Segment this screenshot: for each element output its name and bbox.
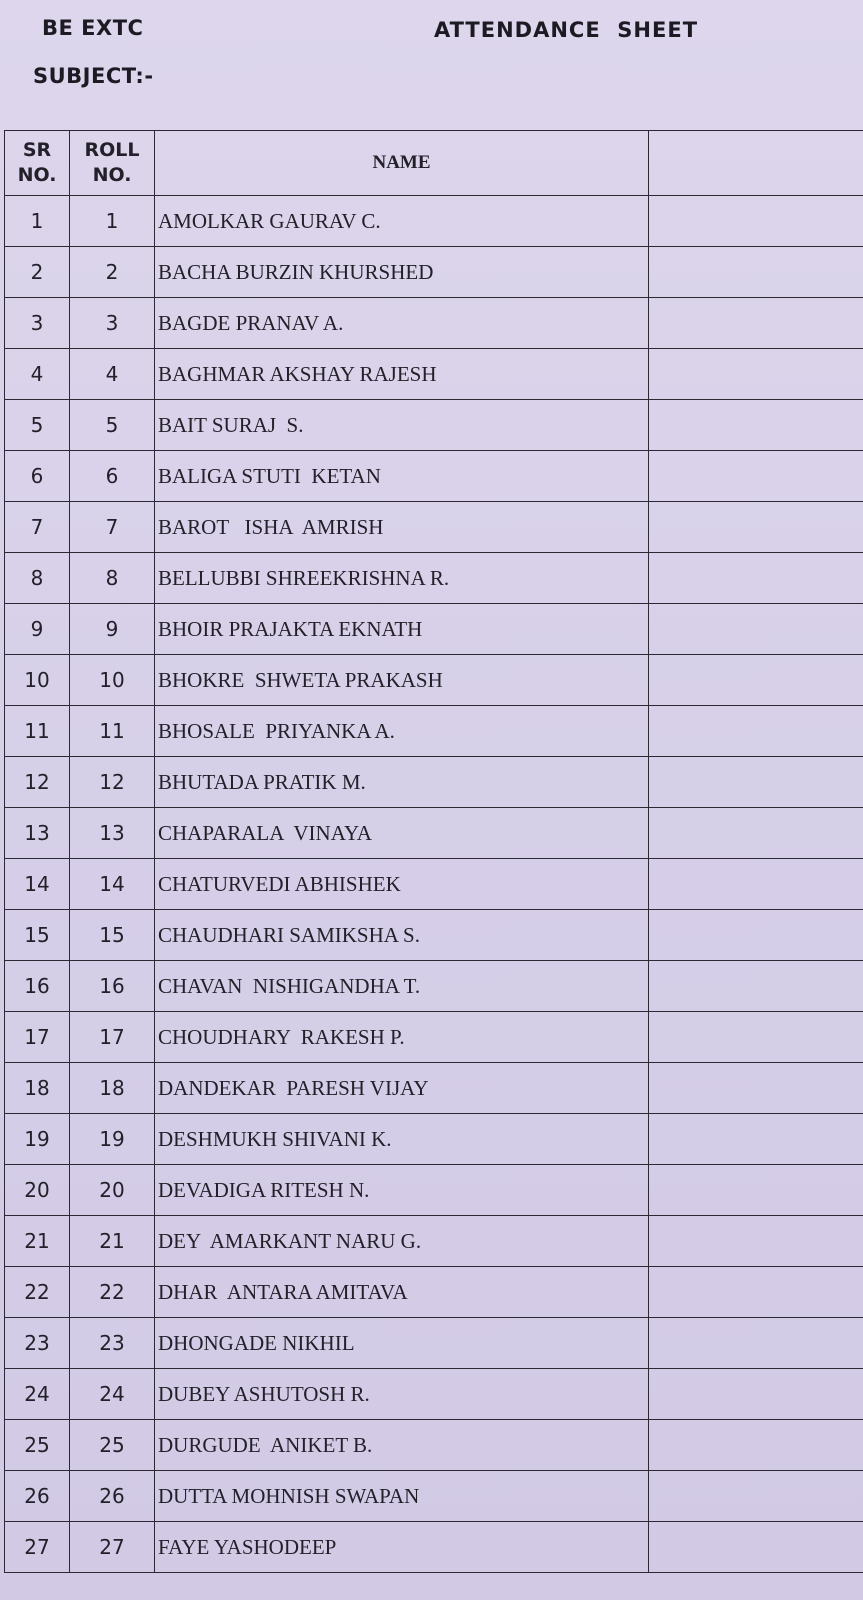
sr-no-cell: 17 bbox=[5, 1012, 70, 1063]
sr-no-cell: 21 bbox=[5, 1216, 70, 1267]
sr-no-cell: 2 bbox=[5, 247, 70, 298]
attendance-mark-cell[interactable] bbox=[649, 1471, 863, 1522]
roll-no-cell: 9 bbox=[70, 604, 155, 655]
table-row bbox=[5, 298, 863, 349]
sr-no-cell: 12 bbox=[5, 757, 70, 808]
roll-no-cell: 3 bbox=[70, 298, 155, 349]
student-name-cell: BHOIR PRAJAKTA EKNATH bbox=[155, 604, 649, 655]
attendance-mark-cell[interactable] bbox=[649, 757, 863, 808]
attendance-mark-cell[interactable] bbox=[649, 808, 863, 859]
student-name-cell: DURGUDE ANIKET B. bbox=[155, 1420, 649, 1471]
roll-no-cell: 22 bbox=[70, 1267, 155, 1318]
table-row bbox=[5, 706, 863, 757]
sr-no-cell: 11 bbox=[5, 706, 70, 757]
roll-no-cell: 10 bbox=[70, 655, 155, 706]
roll-no-cell: 16 bbox=[70, 961, 155, 1012]
roll-no-cell: 11 bbox=[70, 706, 155, 757]
table-row bbox=[5, 502, 863, 553]
table-row bbox=[5, 1318, 863, 1369]
table-row bbox=[5, 349, 863, 400]
attendance-mark-cell[interactable] bbox=[649, 604, 863, 655]
table-row bbox=[5, 1165, 863, 1216]
attendance-mark-cell[interactable] bbox=[649, 1012, 863, 1063]
roll-no-cell: 7 bbox=[70, 502, 155, 553]
student-name-cell: DESHMUKH SHIVANI K. bbox=[155, 1114, 649, 1165]
table-row bbox=[5, 961, 863, 1012]
table-row bbox=[5, 247, 863, 298]
student-name-cell: DUTTA MOHNISH SWAPAN bbox=[155, 1471, 649, 1522]
sr-no-cell: 7 bbox=[5, 502, 70, 553]
student-name-cell: CHAVAN NISHIGANDHA T. bbox=[155, 961, 649, 1012]
sr-no-cell: 1 bbox=[5, 196, 70, 247]
roll-no-cell: 24 bbox=[70, 1369, 155, 1420]
attendance-mark-cell[interactable] bbox=[649, 706, 863, 757]
sr-no-cell: 19 bbox=[5, 1114, 70, 1165]
attendance-mark-cell[interactable] bbox=[649, 1267, 863, 1318]
attendance-mark-cell[interactable] bbox=[649, 1522, 863, 1573]
column-header-sr-line1: SR bbox=[22, 139, 52, 161]
student-name-cell: CHATURVEDI ABHISHEK bbox=[155, 859, 649, 910]
sr-no-cell: 13 bbox=[5, 808, 70, 859]
roll-no-cell: 17 bbox=[70, 1012, 155, 1063]
attendance-mark-cell[interactable] bbox=[649, 1369, 863, 1420]
student-name-cell: DUBEY ASHUTOSH R. bbox=[155, 1369, 649, 1420]
sr-no-cell: 25 bbox=[5, 1420, 70, 1471]
sr-no-cell: 8 bbox=[5, 553, 70, 604]
roll-no-cell: 25 bbox=[70, 1420, 155, 1471]
attendance-mark-cell[interactable] bbox=[649, 502, 863, 553]
table-row bbox=[5, 400, 863, 451]
sr-no-cell: 6 bbox=[5, 451, 70, 502]
attendance-mark-cell[interactable] bbox=[649, 1216, 863, 1267]
attendance-mark-cell[interactable] bbox=[649, 298, 863, 349]
table-row bbox=[5, 808, 863, 859]
sr-no-cell: 10 bbox=[5, 655, 70, 706]
attendance-mark-cell[interactable] bbox=[649, 1114, 863, 1165]
student-name-cell: BELLUBBI SHREEKRISHNA R. bbox=[155, 553, 649, 604]
student-name-cell: CHAUDHARI SAMIKSHA S. bbox=[155, 910, 649, 961]
attendance-mark-cell[interactable] bbox=[649, 910, 863, 961]
roll-no-cell: 27 bbox=[70, 1522, 155, 1573]
roll-no-cell: 15 bbox=[70, 910, 155, 961]
student-name-cell: BAGHMAR AKSHAY RAJESH bbox=[155, 349, 649, 400]
table-row bbox=[5, 1471, 863, 1522]
sr-no-cell: 9 bbox=[5, 604, 70, 655]
table-row bbox=[5, 859, 863, 910]
roll-no-cell: 26 bbox=[70, 1471, 155, 1522]
attendance-mark-cell[interactable] bbox=[649, 1420, 863, 1471]
student-name-cell: BAIT SURAJ S. bbox=[155, 400, 649, 451]
student-name-cell: DHAR ANTARA AMITAVA bbox=[155, 1267, 649, 1318]
roll-no-cell: 23 bbox=[70, 1318, 155, 1369]
column-header-roll-line1: ROLL bbox=[84, 139, 140, 161]
roll-no-cell: 12 bbox=[70, 757, 155, 808]
column-header-roll-no bbox=[70, 131, 155, 196]
roll-no-cell: 4 bbox=[70, 349, 155, 400]
sr-no-cell: 16 bbox=[5, 961, 70, 1012]
sr-no-cell: 22 bbox=[5, 1267, 70, 1318]
table-row bbox=[5, 1012, 863, 1063]
sr-no-cell: 20 bbox=[5, 1165, 70, 1216]
table-row bbox=[5, 604, 863, 655]
roll-no-cell: 21 bbox=[70, 1216, 155, 1267]
roll-no-cell: 13 bbox=[70, 808, 155, 859]
sr-no-cell: 24 bbox=[5, 1369, 70, 1420]
table-row bbox=[5, 757, 863, 808]
sr-no-cell: 26 bbox=[5, 1471, 70, 1522]
roll-no-cell: 1 bbox=[70, 196, 155, 247]
sr-no-cell: 3 bbox=[5, 298, 70, 349]
attendance-mark-cell[interactable] bbox=[649, 400, 863, 451]
sr-no-cell: 27 bbox=[5, 1522, 70, 1573]
class-label: BE EXTC bbox=[42, 16, 144, 40]
roll-no-cell: 5 bbox=[70, 400, 155, 451]
student-name-cell: FAYE YASHODEEP bbox=[155, 1522, 649, 1573]
sr-no-cell: 18 bbox=[5, 1063, 70, 1114]
attendance-table bbox=[4, 130, 863, 1573]
table-row bbox=[5, 1369, 863, 1420]
student-name-cell: CHOUDHARY RAKESH P. bbox=[155, 1012, 649, 1063]
roll-no-cell: 6 bbox=[70, 451, 155, 502]
table-row bbox=[5, 910, 863, 961]
column-header-sr-line2: NO. bbox=[17, 164, 57, 186]
table-row bbox=[5, 1114, 863, 1165]
attendance-mark-cell[interactable] bbox=[649, 961, 863, 1012]
attendance-mark-cell[interactable] bbox=[649, 1318, 863, 1369]
table-row bbox=[5, 1522, 863, 1573]
table-row bbox=[5, 451, 863, 502]
sr-no-cell: 23 bbox=[5, 1318, 70, 1369]
student-name-cell: CHAPARALA VINAYA bbox=[155, 808, 649, 859]
attendance-mark-cell[interactable] bbox=[649, 859, 863, 910]
roll-no-cell: 8 bbox=[70, 553, 155, 604]
attendance-mark-cell[interactable] bbox=[649, 655, 863, 706]
roll-no-cell: 19 bbox=[70, 1114, 155, 1165]
student-name-cell: BAROT ISHA AMRISH bbox=[155, 502, 649, 553]
student-name-cell: BHOKRE SHWETA PRAKASH bbox=[155, 655, 649, 706]
column-header-blank bbox=[649, 131, 863, 196]
student-name-cell: DEVADIGA RITESH N. bbox=[155, 1165, 649, 1216]
student-name-cell: BHOSALE PRIYANKA A. bbox=[155, 706, 649, 757]
attendance-mark-cell[interactable] bbox=[649, 349, 863, 400]
roll-no-cell: 14 bbox=[70, 859, 155, 910]
student-name-cell: DHONGADE NIKHIL bbox=[155, 1318, 649, 1369]
attendance-mark-cell[interactable] bbox=[649, 196, 863, 247]
attendance-mark-cell[interactable] bbox=[649, 451, 863, 502]
sheet-title: ATTENDANCE SHEET bbox=[434, 18, 699, 42]
sr-no-cell: 5 bbox=[5, 400, 70, 451]
table-row bbox=[5, 196, 863, 247]
table-header-row bbox=[5, 131, 863, 196]
table-row bbox=[5, 1420, 863, 1471]
student-name-cell: AMOLKAR GAURAV C. bbox=[155, 196, 649, 247]
table-row bbox=[5, 553, 863, 604]
student-name-cell: BAGDE PRANAV A. bbox=[155, 298, 649, 349]
table-row bbox=[5, 1267, 863, 1318]
column-header-name: NAME bbox=[155, 131, 649, 196]
roll-no-cell: 2 bbox=[70, 247, 155, 298]
table-row bbox=[5, 1063, 863, 1114]
student-name-cell: BALIGA STUTI KETAN bbox=[155, 451, 649, 502]
table-row bbox=[5, 1216, 863, 1267]
student-name-cell: DEY AMARKANT NARU G. bbox=[155, 1216, 649, 1267]
student-name-cell: BHUTADA PRATIK M. bbox=[155, 757, 649, 808]
column-header-sr-no bbox=[5, 131, 70, 196]
column-header-roll-line2: NO. bbox=[92, 164, 132, 186]
subject-label: SUBJECT:- bbox=[33, 64, 154, 88]
sr-no-cell: 15 bbox=[5, 910, 70, 961]
sr-no-cell: 4 bbox=[5, 349, 70, 400]
attendance-mark-cell[interactable] bbox=[649, 553, 863, 604]
attendance-mark-cell[interactable] bbox=[649, 1165, 863, 1216]
sr-no-cell: 14 bbox=[5, 859, 70, 910]
roll-no-cell: 20 bbox=[70, 1165, 155, 1216]
student-name-cell: DANDEKAR PARESH VIJAY bbox=[155, 1063, 649, 1114]
table-row bbox=[5, 655, 863, 706]
attendance-mark-cell[interactable] bbox=[649, 247, 863, 298]
roll-no-cell: 18 bbox=[70, 1063, 155, 1114]
attendance-mark-cell[interactable] bbox=[649, 1063, 863, 1114]
student-name-cell: BACHA BURZIN KHURSHED bbox=[155, 247, 649, 298]
